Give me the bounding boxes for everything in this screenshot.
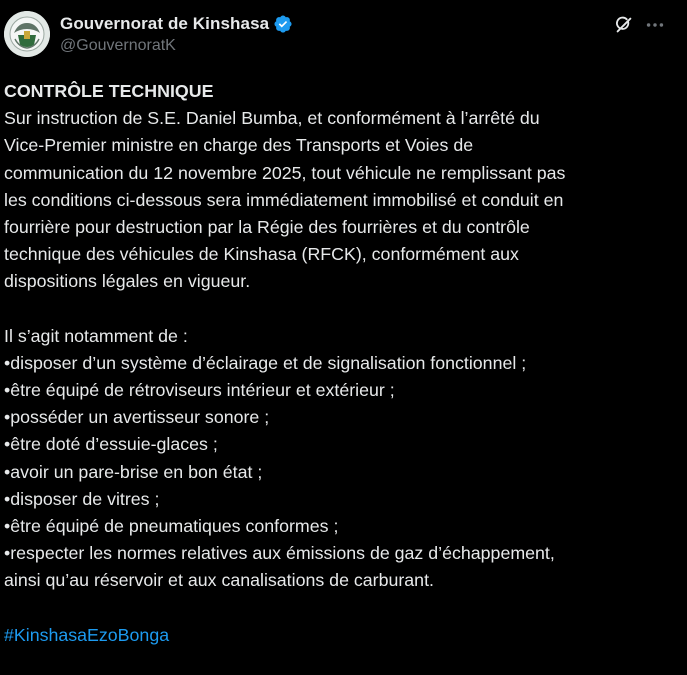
post-text	[4, 78, 680, 649]
paragraph-spacer	[4, 296, 680, 323]
list-item: •respecter les normes relatives aux émissions de gaz d’échappement,	[4, 543, 555, 564]
post-intro-line: dispositions légales en vigueur.	[4, 271, 251, 292]
post-intro-line: Vice-Premier ministre en charge des Transports et Voies de	[4, 135, 474, 156]
avatar[interactable]	[4, 11, 50, 57]
author-name-row	[60, 13, 293, 35]
list-item-continuation: ainsi qu’au réservoir et aux canalisations de carburant.	[4, 570, 434, 591]
list-item: •posséder un avertisseur sonore ;	[4, 407, 270, 428]
author-display-name[interactable]: Gouvernorat de Kinshasa	[60, 14, 270, 33]
list-item: •être équipé de rétroviseurs intérieur et extérieur ;	[4, 380, 395, 401]
paragraph-spacer	[4, 595, 680, 622]
list-intro: Il s’agit notamment de :	[4, 325, 188, 346]
list-item: •être équipé de pneumatiques conformes ;	[4, 516, 339, 536]
hashtag-link[interactable]: #KinshasaEzoBonga	[4, 624, 170, 645]
post-heading: CONTRÔLE TECHNIQUE	[4, 81, 214, 101]
post-intro-line: les conditions ci-dessous sera immédiatement immobilisé et conduit en	[4, 189, 564, 210]
more-horizontal-icon[interactable]	[642, 12, 668, 38]
post-intro-line: Sur instruction de S.E. Daniel Bumba, et conformément à l’arrêté du	[4, 108, 540, 129]
coat-of-arms-icon	[4, 11, 50, 57]
verified-badge-icon[interactable]	[273, 14, 293, 34]
list-item: •être doté d’essuie-glaces ;	[4, 434, 218, 455]
author-handle[interactable]: @GouvernoratK	[60, 37, 176, 54]
post-intro-line: fourrière pour destruction par la Régie des fourrières et du contrôle	[4, 216, 530, 237]
list-item: •disposer d’un système d’éclairage et de signalisation fonctionnel ;	[4, 352, 527, 373]
list-item: •disposer de vitres ;	[4, 488, 160, 509]
grok-icon[interactable]	[611, 12, 637, 38]
post-intro-line: technique des véhicules de Kinshasa (RFCK), conformément aux	[4, 244, 519, 265]
list-item: •avoir un pare-brise en bon état ;	[4, 461, 263, 482]
post-intro-line: communication du 12 novembre 2025, tout véhicule ne remplissant pas	[4, 162, 566, 183]
